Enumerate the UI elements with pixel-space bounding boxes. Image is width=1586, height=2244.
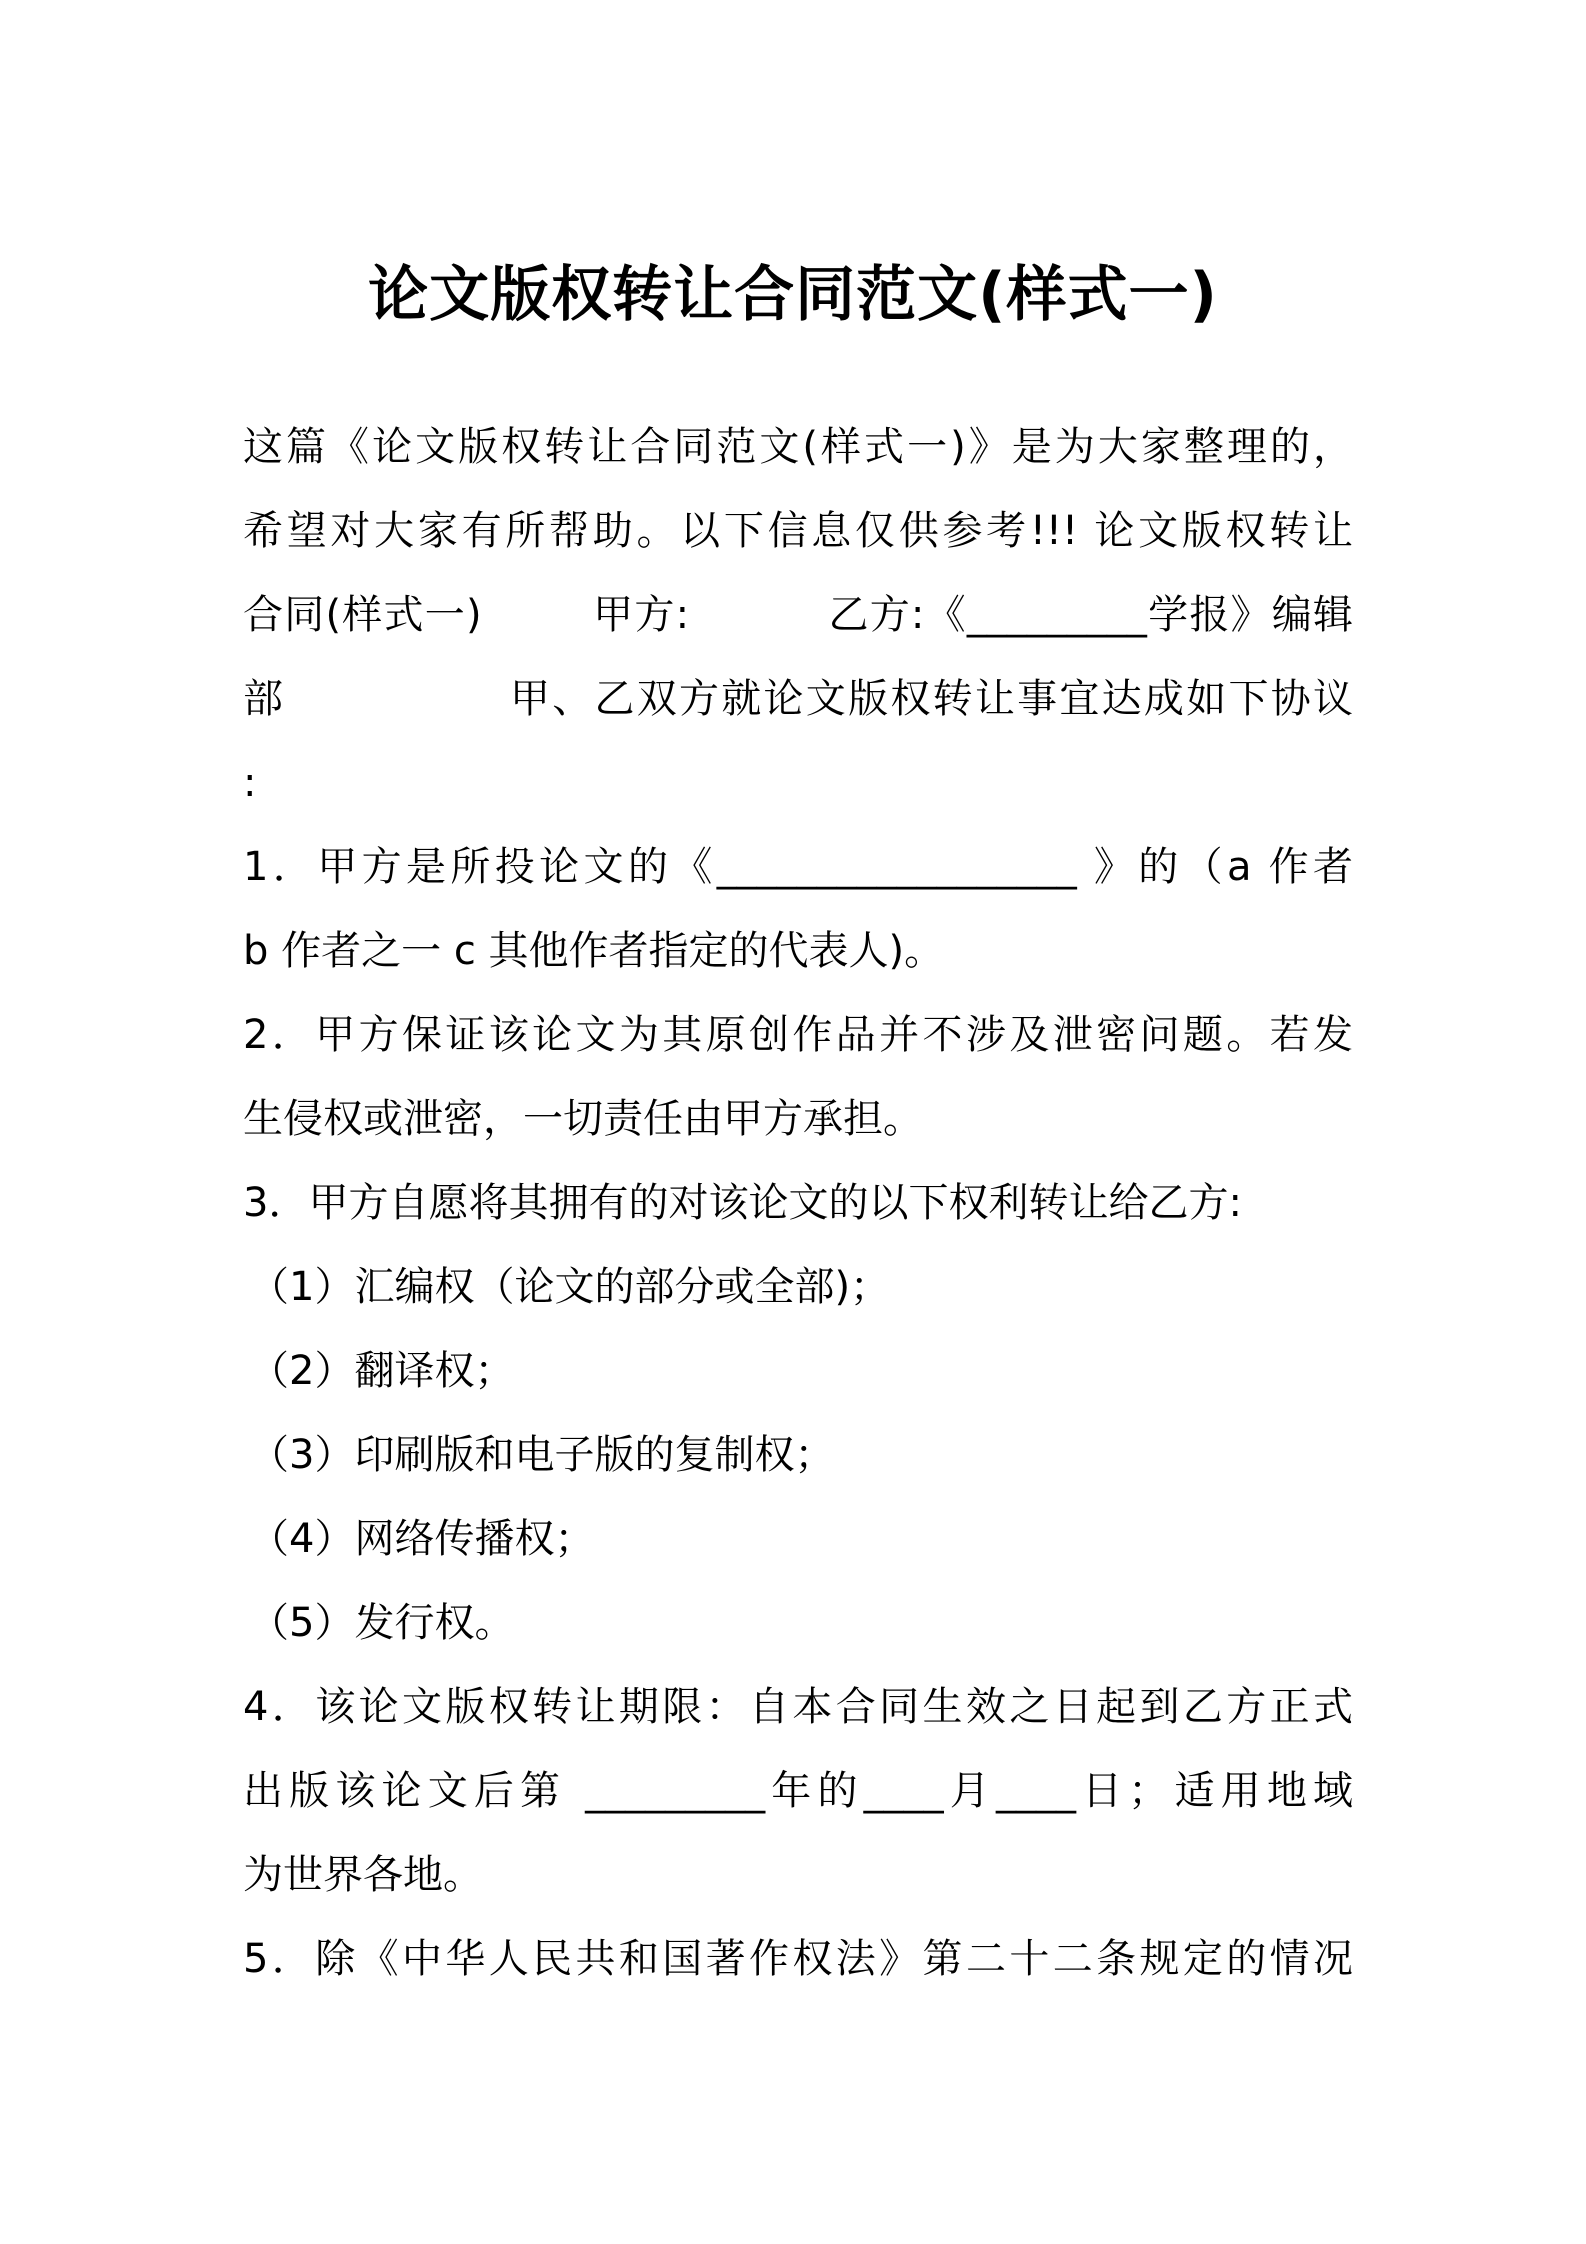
- list-item: （5）发行权。: [249, 1600, 515, 1646]
- text-line: 2．甲方保证该论文为其原创作品并不涉及泄密问题。若发: [243, 1012, 1353, 1058]
- clause-2: [243, 993, 1353, 1161]
- clause-4: [243, 1665, 1353, 1917]
- clause-3: [243, 1161, 1353, 1245]
- text-line: 4．该论文版权转让期限：自本合同生效之日起到乙方正式: [243, 1684, 1353, 1730]
- document-body: [243, 405, 1353, 2001]
- intro-paragraph: [243, 405, 1353, 825]
- rights-list: [243, 1245, 1353, 1665]
- clause-1: [243, 825, 1353, 993]
- text-line: 这篇《论文版权转让合同范文(样式一)》是为大家整理的，: [243, 424, 1353, 470]
- text-line: 为世界各地。: [243, 1852, 483, 1898]
- text-line: 3．甲方自愿将其拥有的对该论文的以下权利转让给乙方:: [243, 1180, 1242, 1226]
- list-item: （3）印刷版和电子版的复制权；: [249, 1432, 835, 1478]
- text-line: 生侵权或泄密，一切责任由甲方承担。: [243, 1096, 923, 1142]
- list-item: （2）翻译权；: [249, 1348, 515, 1394]
- text-line: 出版该论文后第 _________年的____月____日；适用地域: [243, 1768, 1353, 1814]
- list-item: （4）网络传播权；: [249, 1516, 595, 1562]
- text-line: 合同(样式一) 甲方: 乙方:《_________学报》编辑: [243, 592, 1353, 638]
- clause-5: [243, 1917, 1353, 2001]
- text-line: 1．甲方是所投论文的《__________________ 》的（a 作者: [243, 844, 1353, 890]
- text-line: :: [243, 760, 257, 806]
- text-line: 5．除《中华人民共和国著作权法》第二十二条规定的情况: [243, 1936, 1353, 1982]
- document-title: 论文版权转让合同范文(样式一): [368, 260, 1218, 330]
- text-line: 部 甲、乙双方就论文版权转让事宜达成如下协议: [243, 676, 1353, 722]
- text-line: 希望对大家有所帮助。以下信息仅供参考!!! 论文版权转让: [243, 508, 1353, 554]
- list-item: （1）汇编权（论文的部分或全部)；: [249, 1264, 891, 1310]
- text-line: b 作者之一 c 其他作者指定的代表人)。: [243, 928, 945, 974]
